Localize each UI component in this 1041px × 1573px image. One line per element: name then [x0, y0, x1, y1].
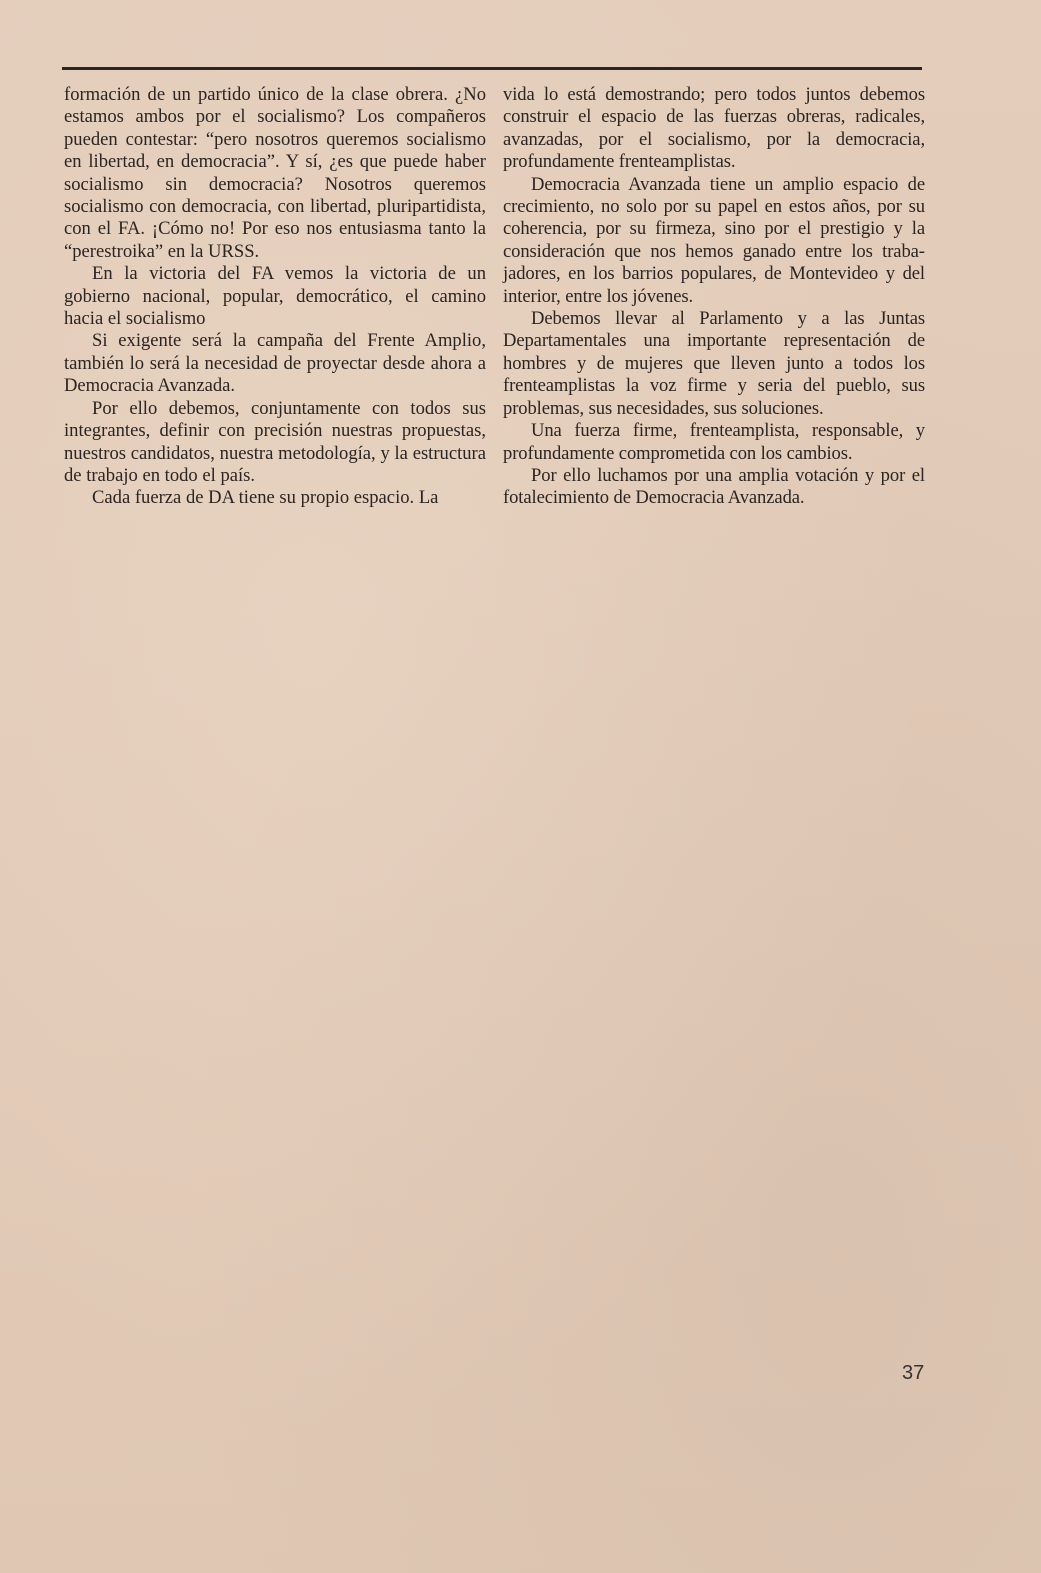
left-paragraph-3: Si exigente será la campaña del Frente Amplio, también lo será la necesidad de proyectar desde ahora a Democracia Avanzada.	[64, 330, 486, 397]
page-number: 37	[902, 1362, 925, 1384]
top-rule-divider	[62, 67, 922, 70]
right-paragraph-2: Democracia Avanzada tiene un amplio espacio de crecimiento, no solo por su papel en estos años, por su coherencia, por su firmeza, sino por el prestigio y la consideración que nos hemos ganado entre los trabajadores, en los barrios populares, de Montevideo y del interior, entre los jóvenes.	[503, 173, 925, 307]
right-text-column	[503, 84, 925, 510]
right-paragraph-1: vida lo está demostrando; pero todos juntos debemos construir el espacio de las fuerzas obreras, radicales, avanzadas, por el socialismo, por la democracia, profundamente frenteamplistas.	[503, 84, 925, 173]
right-paragraph-3: Debemos llevar al Parlamento y a las Juntas Departamentales una importante representación de hombres y de mujeres que lleven junto a todos los frenteamplistas la voz firme y seria del pueblo, sus problemas, sus necesidades, sus soluciones.	[503, 308, 925, 419]
left-paragraph-2: En la victoria del FA vemos la victoria de un gobierno nacional, popular, democrático, el camino hacia el socialismo	[64, 263, 486, 330]
right-paragraph-4: Una fuerza firme, frenteamplista, responsable, y profundamente comprometida con los cambios.	[503, 420, 925, 464]
right-paragraph-5: Por ello luchamos por una amplia votación y por el fotalecimiento de Democracia Avanzada.	[503, 464, 925, 509]
left-paragraph-1: formación de un partido único de la clase obrera. ¿No estamos ambos por el socialismo? Los compañeros pueden contestar: “pero nosotros queremos socialismo en libertad, en democracia”. Y sí, ¿es que puede haber socialismo sin democracia? Nosotros queremos socialismo con democracia, con libertad, pluripartidista, con el FA. ¡Cómo no! Por eso nos entusiasma tanto la “perestroika” en la URSS.	[64, 84, 486, 262]
left-paragraph-4: Por ello debemos, conjuntamente con todos sus integrantes, definir con precisión nuestras propuestas, nuestros candidatos, nuestra metodología, y la estructura de trabajo en todo el país.	[64, 397, 486, 486]
left-text-column	[64, 84, 486, 510]
left-paragraph-5: Cada fuerza de DA tiene su propio espacio. La	[92, 487, 439, 509]
